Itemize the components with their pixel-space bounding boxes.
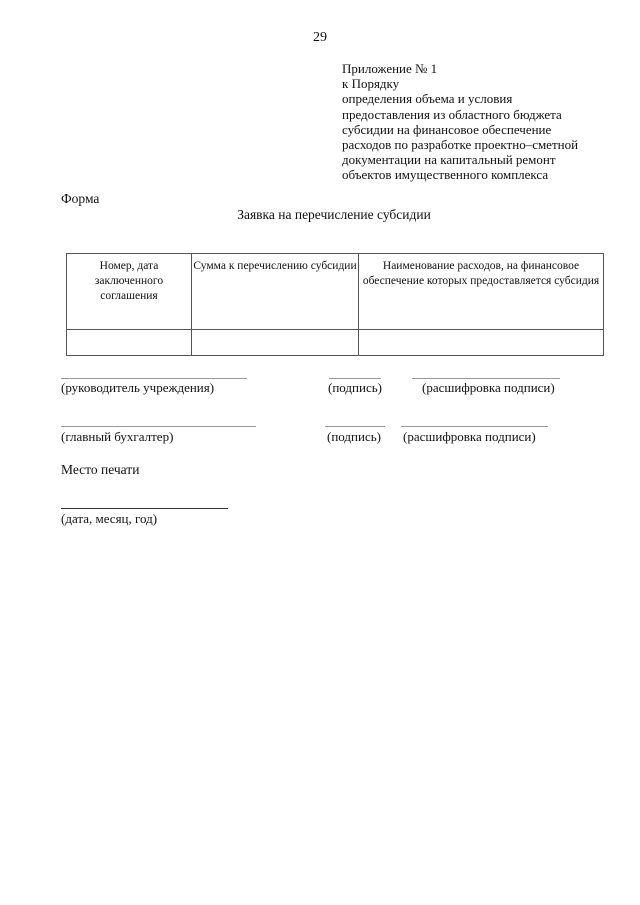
appendix-line: субсидии на финансовое обеспечение <box>342 121 552 137</box>
appendix-line: Приложение № 1 <box>342 61 438 76</box>
cell-agreement-number[interactable] <box>67 330 192 356</box>
accountant-role-line <box>61 426 256 427</box>
head-role-caption: (руководитель учреждения) <box>61 380 215 395</box>
appendix-line: предоставления из областного бюджета <box>342 106 562 122</box>
appendix-line: определения объема и условия <box>342 91 513 107</box>
accountant-decoding-caption: (расшифровка подписи) <box>403 429 536 444</box>
table-row <box>67 330 604 356</box>
head-decoding-line <box>412 378 560 379</box>
form-title: Заявка на перечисление субсидии <box>237 207 431 222</box>
form-label: Форма <box>61 191 100 206</box>
cell-transfer-amount[interactable] <box>192 330 359 356</box>
appendix-line: объектов имущественного комплекса <box>342 167 549 183</box>
head-signature-line <box>329 378 381 379</box>
accountant-role-caption: (главный бухгалтер) <box>61 429 174 444</box>
head-role-line <box>61 378 247 379</box>
page-number: 29 <box>313 30 327 45</box>
appendix-line: к Порядку <box>342 76 400 92</box>
subsidy-request-table <box>66 253 604 356</box>
cell-expense-name[interactable] <box>359 330 604 356</box>
header-expense-name: Наименование расходов, на финансовое обеспечение которых предоставляется субсидия <box>359 254 604 330</box>
accountant-signature-line <box>325 426 385 427</box>
appendix-line: расходов по разработке проектно–сметной <box>342 137 579 153</box>
date-caption: (дата, месяц, год) <box>61 511 158 526</box>
header-transfer-amount: Сумма к перечислению субсидии <box>192 254 359 330</box>
accountant-signature-caption: (подпись) <box>327 429 381 444</box>
accountant-decoding-line <box>401 426 548 427</box>
table-header-row <box>67 254 604 330</box>
head-decoding-caption: (расшифровка подписи) <box>422 380 555 395</box>
stamp-place-label: Место печати <box>61 462 140 477</box>
header-agreement-number: Номер, дата заключенного соглашения <box>67 254 192 330</box>
head-signature-caption: (подпись) <box>328 380 382 395</box>
appendix-header <box>342 61 632 183</box>
date-line <box>61 508 228 509</box>
appendix-line: документации на капитальный ремонт <box>342 152 556 168</box>
